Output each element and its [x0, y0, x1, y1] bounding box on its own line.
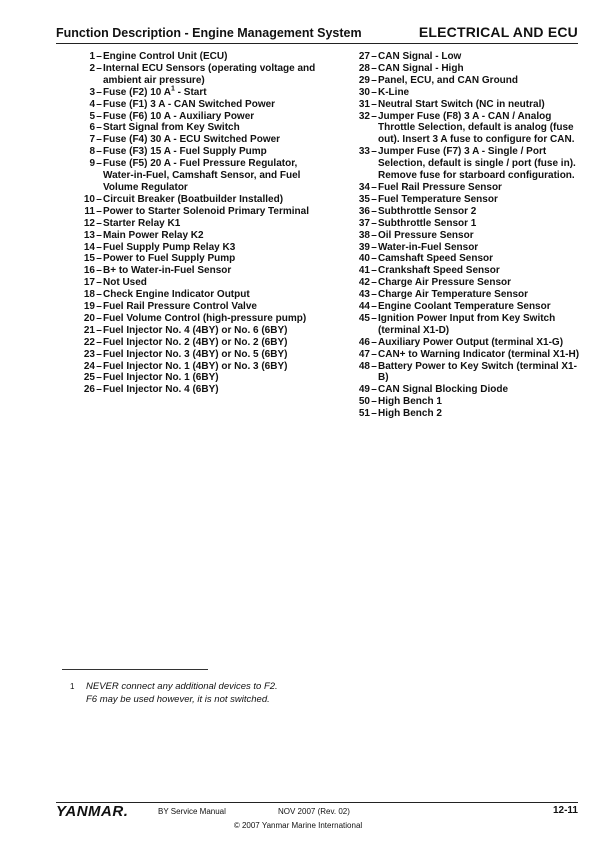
legend-item — [335, 206, 585, 218]
legend-item-number: 38 — [358, 229, 370, 241]
legend-item-text — [103, 337, 322, 349]
legend-item-label: CAN Signal - High — [378, 62, 464, 74]
legend-item-number: 45 — [358, 312, 370, 324]
legend-item-label: Fuel Injector No. 1 (4BY) or No. 3 (6BY) — [103, 360, 288, 372]
legend-item-dash: – — [371, 98, 377, 110]
legend-item-text — [103, 301, 322, 313]
legend-item-text — [378, 289, 585, 301]
legend-item — [335, 277, 585, 289]
legend-item-text — [103, 384, 322, 396]
legend-item-dash: – — [96, 51, 102, 62]
legend-item — [60, 265, 322, 277]
legend-item — [60, 289, 322, 301]
legend-item — [60, 99, 322, 111]
legend-item-text — [378, 75, 585, 87]
legend-item-number: 42 — [358, 277, 370, 289]
legend-item-number: 30 — [358, 86, 370, 98]
legend-list-left — [60, 51, 322, 396]
legend-item-dash: – — [96, 98, 102, 110]
legend-item-dash: – — [371, 384, 377, 396]
legend-item-label: High Bench 2 — [378, 408, 442, 420]
legend-item-text — [103, 277, 322, 289]
legend-item-label: Neutral Start Switch (NC in neutral) — [378, 98, 545, 110]
footnote — [70, 681, 290, 706]
legend-item-label: Charge Air Pressure Sensor — [378, 277, 512, 289]
legend-item-dash: – — [371, 193, 377, 205]
legend-item-label: Fuse (F5) 20 A - Fuel Pressure Regulator, Water-in-Fuel, Camshaft Sensor, and Fuel Volume Regulator — [103, 158, 301, 193]
page-header — [56, 24, 578, 44]
copyright: © 2007 Yanmar Marine International — [233, 821, 363, 830]
legend-item-text — [103, 313, 322, 325]
legend-item-number: 50 — [358, 396, 370, 408]
legend-item-dash: – — [371, 217, 377, 229]
legend-item-text — [103, 372, 322, 384]
legend-item-number: 19 — [83, 301, 95, 313]
legend-item-text — [378, 99, 585, 111]
legend-item-label: CAN Signal Blocking Diode — [378, 384, 509, 396]
legend-item-dash: – — [371, 312, 377, 324]
legend-item — [60, 277, 322, 289]
legend-item-text — [378, 396, 585, 408]
legend-item-label: High Bench 1 — [378, 396, 442, 408]
legend-item-number: 31 — [358, 98, 370, 110]
legend-item-label: Main Power Relay K2 — [103, 229, 204, 241]
legend-item-label: Check Engine Indicator Output — [103, 289, 250, 301]
legend-item-dash: – — [371, 253, 377, 265]
revision-date: NOV 2007 (Rev. 02) — [278, 807, 350, 816]
legend-item-label: CAN+ to Warning Indicator (terminal X1-H) — [378, 348, 580, 360]
legend-item-text — [378, 218, 585, 230]
legend-item-dash: – — [96, 324, 102, 336]
legend-item-number: 13 — [83, 229, 95, 241]
legend-item-number: 21 — [83, 324, 95, 336]
legend-item-dash: – — [371, 301, 377, 313]
legend-item-dash: – — [96, 277, 102, 289]
legend-item-number: 51 — [358, 408, 370, 420]
legend-item-text — [378, 194, 585, 206]
legend-item-label: Jumper Fuse (F7) 3 A - Single / Port Selection, default is single / port (fuse in). Remove fuse for starboard configuration. — [378, 146, 576, 182]
legend-item-text — [378, 242, 585, 254]
legend-item-text — [103, 111, 322, 123]
legend-item-number: 2 — [89, 62, 95, 74]
legend-item-text — [378, 182, 585, 194]
legend-item-label: Fuel Temperature Sensor — [378, 193, 498, 205]
page-number: 12-11 — [552, 805, 578, 816]
legend-item — [60, 230, 322, 242]
legend-item-dash: – — [371, 348, 377, 360]
legend-item-dash: – — [371, 289, 377, 301]
legend-item-label: Not Used — [103, 277, 147, 289]
legend-item-text — [378, 408, 585, 420]
legend-item-number: 8 — [89, 146, 95, 158]
legend-item — [335, 289, 585, 301]
legend-item-label: Fuse (F6) 10 A - Auxiliary Power — [103, 110, 255, 122]
legend-item-label: Fuel Injector No. 4 (4BY) or No. 6 (6BY) — [103, 324, 288, 336]
legend-item-dash: – — [371, 229, 377, 241]
legend-item-number: 23 — [83, 348, 95, 360]
legend-item-number: 22 — [83, 336, 95, 348]
legend-item — [60, 122, 322, 134]
legend-item-text — [378, 230, 585, 242]
legend-item — [335, 265, 585, 277]
legend-item-label: Jumper Fuse (F8) 3 A - CAN / Analog Throttle Selection, default is analog (fuse out). Insert 3 A fuse to configure for CAN. — [378, 110, 575, 146]
legend-item-label: Engine Control Unit (ECU) — [103, 51, 228, 62]
legend-item — [335, 146, 585, 182]
legend-item-text — [378, 265, 585, 277]
legend-item-dash: – — [371, 396, 377, 408]
legend-item-dash: – — [96, 217, 102, 229]
legend-item-dash: – — [96, 134, 102, 146]
legend-item — [335, 396, 585, 408]
legend-item-number: 18 — [83, 289, 95, 301]
legend-item-dash: – — [96, 205, 102, 217]
legend-item — [335, 384, 585, 396]
legend-item-label: Subthrottle Sensor 2 — [378, 205, 477, 217]
legend-item-dash: – — [371, 86, 377, 98]
legend-item-label: Ignition Power Input from Key Switch (terminal X1-D) — [378, 312, 556, 336]
legend-item-dash: – — [371, 146, 377, 158]
legend-item-dash: – — [371, 360, 377, 372]
legend-item — [60, 111, 322, 123]
legend-item-number: 41 — [358, 265, 370, 277]
legend-item — [60, 361, 322, 373]
legend-item-number: 39 — [358, 241, 370, 253]
legend-item — [60, 372, 322, 384]
legend-item-dash: – — [96, 146, 102, 158]
legend-item-label: Starter Relay K1 — [103, 217, 181, 229]
legend-item-label: Fuel Injector No. 1 (6BY) — [103, 372, 219, 384]
legend-item-dash: – — [371, 181, 377, 193]
legend-item-dash: – — [96, 360, 102, 372]
legend-item-label: Fuel Rail Pressure Sensor — [378, 181, 502, 193]
legend-item-label: Fuel Injector No. 4 (6BY) — [103, 384, 219, 396]
legend-item-text — [103, 349, 322, 361]
legend-item-dash: – — [96, 265, 102, 277]
legend-item — [335, 87, 585, 99]
legend-item-label: Internal ECU Sensors (operating voltage and ambient air pressure) — [103, 62, 316, 86]
legend-item-dash: – — [371, 408, 377, 420]
legend-item — [60, 194, 322, 206]
legend-item — [335, 337, 585, 349]
legend-item-label: CAN Signal - Low — [378, 51, 462, 62]
legend-item-number: 46 — [358, 336, 370, 348]
legend-item-number: 48 — [358, 360, 370, 372]
legend-item-label: Power to Fuel Supply Pump — [103, 253, 236, 265]
legend-item — [60, 134, 322, 146]
legend-item — [60, 206, 322, 218]
legend-item — [60, 384, 322, 396]
legend-item — [60, 146, 322, 158]
legend-item-number: 1 — [89, 51, 95, 62]
legend-item-text — [378, 277, 585, 289]
legend-item-dash: – — [96, 253, 102, 265]
legend-item — [335, 182, 585, 194]
footnote-rule — [62, 669, 208, 670]
legend-item-label-suffix: - Start — [174, 86, 207, 98]
legend-item-text — [103, 265, 322, 277]
legend-item — [60, 218, 322, 230]
legend-item-dash: – — [371, 205, 377, 217]
legend-item-number: 16 — [83, 265, 95, 277]
legend-item — [60, 337, 322, 349]
legend-item-label: Circuit Breaker (Boatbuilder Installed) — [103, 193, 284, 205]
legend-item-number: 26 — [83, 384, 95, 396]
legend-item-number: 25 — [83, 372, 95, 384]
legend-item-label: Subthrottle Sensor 1 — [378, 217, 477, 229]
legend-item-text — [103, 242, 322, 254]
legend-item-label: Panel, ECU, and CAN Ground — [378, 74, 519, 86]
legend-item-text — [103, 230, 322, 242]
legend-item-text — [103, 51, 322, 63]
legend-item — [335, 408, 585, 420]
header-rule — [56, 43, 578, 44]
footnote-marker: 1 — [70, 682, 75, 691]
legend-item-text — [103, 158, 322, 194]
legend-item-label: Fuse (F4) 30 A - ECU Switched Power — [103, 134, 281, 146]
legend-item-dash: – — [96, 122, 102, 134]
yanmar-logo: YANMAR. — [56, 803, 129, 820]
legend-item-label: Camshaft Speed Sensor — [378, 253, 494, 265]
legend-item — [335, 301, 585, 313]
legend-item-text — [103, 122, 322, 134]
legend-item-label: Water-in-Fuel Sensor — [378, 241, 479, 253]
section-title: Function Description - Engine Management System — [56, 26, 362, 40]
legend-item-text — [378, 253, 585, 265]
legend-item-text — [378, 63, 585, 75]
legend-item-label: B+ to Water-in-Fuel Sensor — [103, 265, 232, 277]
legend-item-dash: – — [96, 372, 102, 384]
legend-item-text — [103, 146, 322, 158]
legend-item-dash: – — [371, 51, 377, 62]
legend-item-label: Battery Power to Key Switch (terminal X1-B) — [378, 360, 577, 384]
legend-item-dash: – — [371, 74, 377, 86]
legend-item-dash: – — [96, 86, 102, 98]
legend-item-text — [378, 87, 585, 99]
legend-item — [60, 87, 322, 99]
legend-item-text — [103, 253, 322, 265]
legend-item-number: 9 — [89, 158, 95, 170]
legend-item-number: 28 — [358, 62, 370, 74]
legend-item-label: Power to Starter Solenoid Primary Terminal — [103, 205, 309, 217]
legend-item-label: Oil Pressure Sensor — [378, 229, 474, 241]
legend-item-number: 6 — [89, 122, 95, 134]
legend-item-number: 3 — [89, 86, 95, 98]
legend-item-text — [103, 218, 322, 230]
legend-item-text — [103, 87, 322, 99]
footer-rule — [56, 802, 578, 803]
legend-item-number: 12 — [83, 217, 95, 229]
legend-item-dash: – — [96, 289, 102, 301]
legend-item-number: 10 — [83, 193, 95, 205]
legend-item-number: 11 — [84, 205, 95, 217]
legend-item — [335, 361, 585, 385]
legend-item — [60, 313, 322, 325]
legend-item — [335, 230, 585, 242]
legend-item-dash: – — [96, 301, 102, 313]
legend-item-number: 14 — [83, 241, 95, 253]
legend-item-dash: – — [371, 265, 377, 277]
legend-item — [335, 75, 585, 87]
legend-item-label: Fuse (F3) 15 A - Fuel Supply Pump — [103, 146, 267, 158]
legend-item-dash: – — [96, 312, 102, 324]
legend-item-label: Auxiliary Power Output (terminal X1-G) — [378, 336, 564, 348]
legend-item-text — [103, 63, 322, 87]
legend-item-number: 34 — [358, 181, 370, 193]
legend-item-text — [378, 337, 585, 349]
legend-item — [335, 99, 585, 111]
legend-item-number: 5 — [89, 110, 95, 122]
legend-item — [335, 194, 585, 206]
legend-item-text — [103, 289, 322, 301]
legend-item — [60, 51, 322, 63]
legend-item-text — [103, 325, 322, 337]
legend-item-dash: – — [371, 336, 377, 348]
page-footer — [56, 805, 578, 819]
legend-item-text — [378, 349, 585, 361]
legend-item — [335, 313, 585, 337]
legend-item — [60, 63, 322, 87]
legend-item-number: 29 — [358, 74, 370, 86]
legend-item-number: 17 — [83, 277, 95, 289]
legend-item-label: Fuel Supply Pump Relay K3 — [103, 241, 236, 253]
legend-item-text — [378, 301, 585, 313]
legend-item-label: Fuel Injector No. 3 (4BY) or No. 5 (6BY) — [103, 348, 288, 360]
legend-item — [335, 349, 585, 361]
legend-item-label: Charge Air Temperature Sensor — [378, 289, 529, 301]
legend-item-number: 37 — [358, 217, 370, 229]
legend-item-label: Crankshaft Speed Sensor — [378, 265, 500, 277]
footnote-reference: 1 — [170, 85, 175, 93]
legend-item-dash: – — [371, 110, 377, 122]
legend-item-number: 40 — [358, 253, 370, 265]
legend-item-text — [378, 313, 585, 337]
legend-item — [335, 242, 585, 254]
legend-item-number: 20 — [83, 312, 95, 324]
legend-item — [60, 349, 322, 361]
legend-item-text — [103, 206, 322, 218]
legend-item-label: Engine Coolant Temperature Sensor — [378, 301, 551, 313]
footnote-text: NEVER connect any additional devices to F2. F6 may be used however, it is not switched. — [86, 681, 278, 705]
legend-item — [335, 51, 585, 63]
legend-item-dash: – — [96, 229, 102, 241]
legend-item-number: 47 — [358, 348, 370, 360]
legend-item — [60, 158, 322, 194]
legend-item-text — [378, 206, 585, 218]
legend-item-label: Fuel Rail Pressure Control Valve — [103, 301, 257, 313]
legend-item-label: Fuel Volume Control (high-pressure pump) — [103, 312, 307, 324]
legend-item-label: Fuse (F2) 10 A — [103, 86, 171, 98]
legend-item-text — [378, 111, 585, 147]
legend-item — [60, 242, 322, 254]
legend-item-text — [103, 99, 322, 111]
legend-item — [335, 111, 585, 147]
legend-item-number: 33 — [358, 146, 370, 158]
legend-item-dash: – — [371, 62, 377, 74]
legend-item-number: 35 — [358, 193, 370, 205]
legend-item — [60, 325, 322, 337]
legend-item — [60, 301, 322, 313]
legend-item-dash: – — [371, 241, 377, 253]
legend-item-number: 15 — [83, 253, 95, 265]
legend-item-label: K-Line — [378, 86, 410, 98]
legend-item — [335, 218, 585, 230]
legend-item-number: 27 — [358, 51, 370, 62]
legend-item-text — [103, 361, 322, 373]
legend-item-number: 7 — [89, 134, 95, 146]
legend-item-number: 44 — [358, 301, 370, 313]
legend-item-number: 24 — [83, 360, 95, 372]
manual-name: BY Service Manual — [158, 807, 226, 816]
legend-item-label: Fuel Injector No. 2 (4BY) or No. 2 (6BY) — [103, 336, 288, 348]
legend-item-number: 49 — [358, 384, 370, 396]
legend-item-label: Fuse (F1) 3 A - CAN Switched Power — [103, 98, 276, 110]
legend-item-text — [103, 134, 322, 146]
legend-item-dash: – — [96, 110, 102, 122]
legend-item-dash: – — [96, 62, 102, 74]
legend-item-dash: – — [96, 348, 102, 360]
legend-item-text — [378, 51, 585, 63]
legend-item-number: 4 — [89, 98, 95, 110]
legend-item-dash: – — [96, 241, 102, 253]
chapter-title: ELECTRICAL AND ECU — [418, 24, 578, 40]
legend-item — [60, 253, 322, 265]
legend-item-dash: – — [96, 158, 102, 170]
legend-item — [335, 63, 585, 75]
legend-item-text — [378, 146, 585, 182]
legend-item-dash: – — [96, 193, 102, 205]
legend-item-text — [103, 194, 322, 206]
legend-item — [335, 253, 585, 265]
legend-item-label: Start Signal from Key Switch — [103, 122, 240, 134]
legend-item-dash: – — [371, 277, 377, 289]
legend-item-dash: – — [96, 336, 102, 348]
legend-item-text — [378, 384, 585, 396]
legend-list-right — [335, 51, 585, 420]
legend-item-number: 32 — [358, 110, 370, 122]
legend-item-dash: – — [96, 384, 102, 396]
legend-item-number: 36 — [358, 205, 370, 217]
legend-item-number: 43 — [358, 289, 370, 301]
legend-item-text — [378, 361, 585, 385]
